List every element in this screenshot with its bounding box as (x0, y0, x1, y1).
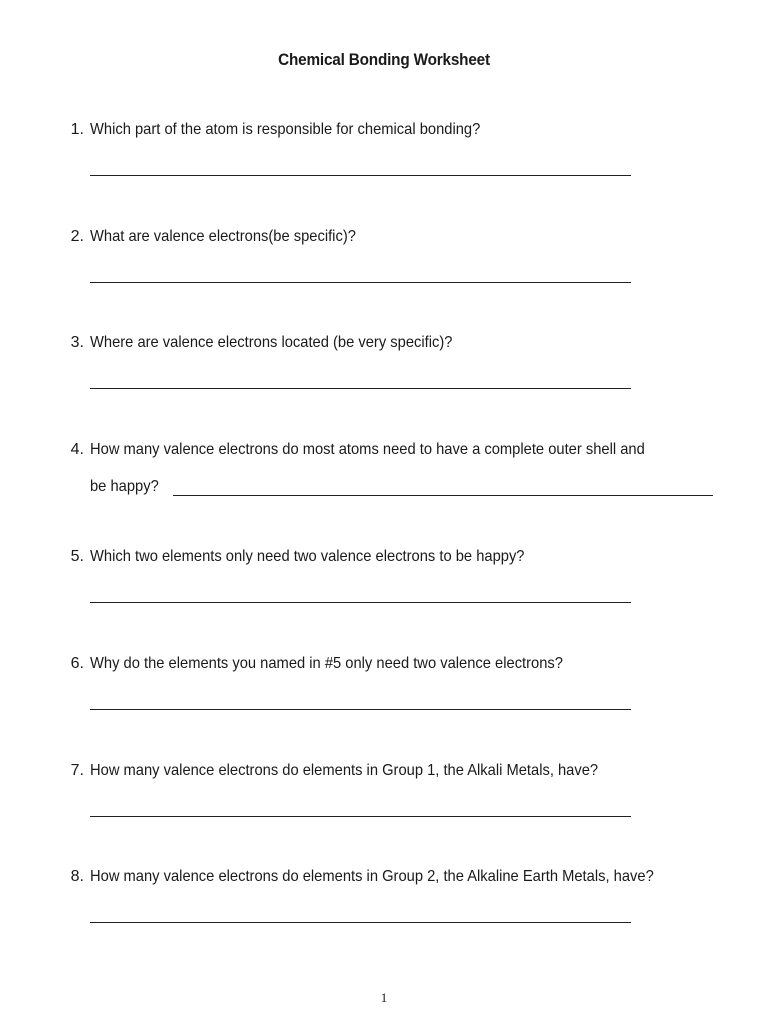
question-number: 2. (70, 228, 84, 245)
answer-line[interactable] (90, 922, 631, 923)
question-number: 8. (70, 868, 84, 885)
question-text: How many valence electrons do elements in Group 1, the Alkali Metals, have? (90, 762, 599, 779)
question-text: Where are valence electrons located (be very specific)? (90, 334, 453, 351)
question-number: 1. (70, 121, 84, 138)
answer-line[interactable] (90, 816, 631, 817)
answer-line[interactable] (173, 495, 713, 496)
answer-line[interactable] (90, 175, 631, 176)
question-text: How many valence electrons do most atoms need to have a complete outer shell and (90, 441, 645, 458)
question-number: 3. (70, 334, 84, 351)
answer-line[interactable] (90, 709, 631, 710)
question-number: 5. (70, 548, 84, 565)
question-number: 4. (70, 441, 84, 458)
question-text: What are valence electrons(be specific)? (90, 228, 356, 245)
question-text-continuation: be happy? (90, 478, 159, 495)
question-text: How many valence electrons do elements in Group 2, the Alkaline Earth Metals, have? (90, 868, 654, 885)
question-text: Why do the elements you named in #5 only need two valence electrons? (90, 655, 563, 672)
answer-line[interactable] (90, 388, 631, 389)
answer-line[interactable] (90, 282, 631, 283)
worksheet-title: Chemical Bonding Worksheet (278, 50, 490, 69)
question-number: 7. (70, 762, 84, 779)
question-text: Which two elements only need two valence electrons to be happy? (90, 548, 525, 565)
question-text: Which part of the atom is responsible for chemical bonding? (90, 121, 481, 138)
question-number: 6. (70, 655, 84, 672)
answer-line[interactable] (90, 602, 631, 603)
page-number: 1 (380, 990, 388, 1005)
